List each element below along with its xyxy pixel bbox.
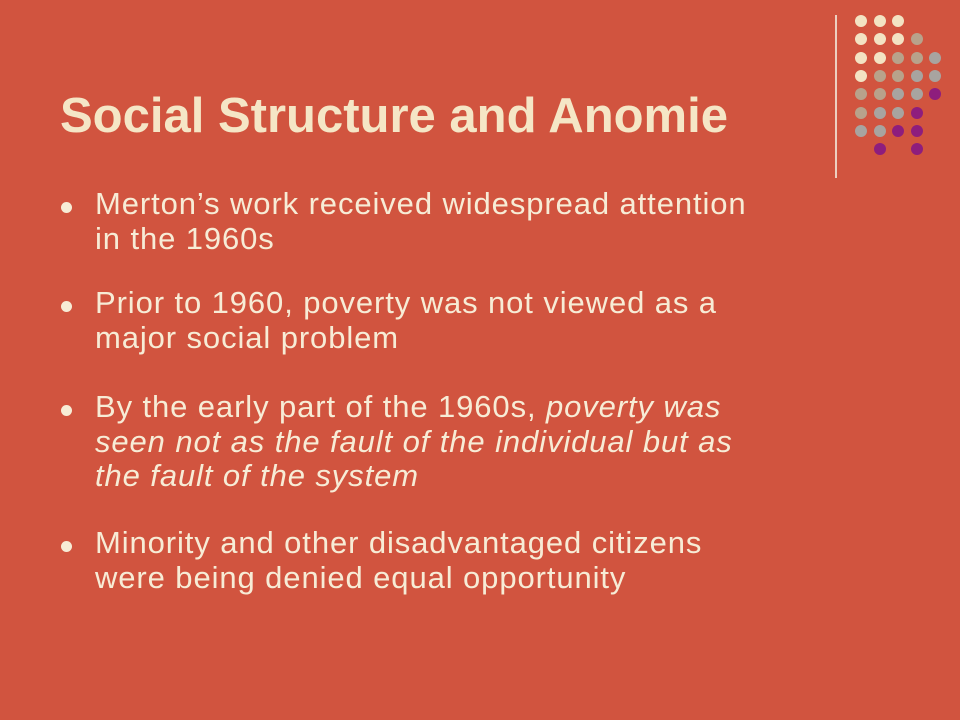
- decor-dot: [874, 52, 886, 64]
- bullet-line-italic: seen not as the fault of the individual but as: [95, 423, 733, 459]
- decor-dot: [855, 88, 867, 100]
- bullet-item: [0, 187, 820, 256]
- decor-dot: [911, 125, 923, 137]
- decor-dot: [929, 52, 941, 64]
- decor-dot: [892, 107, 904, 119]
- decor-dot: [911, 52, 923, 64]
- bullet-icon: [61, 405, 72, 416]
- decor-dot: [874, 15, 886, 27]
- decor-dot: [892, 33, 904, 45]
- decor-dot: [874, 88, 886, 100]
- bullet-text: [95, 286, 717, 355]
- decor-dot: [874, 33, 886, 45]
- decor-dot: [874, 70, 886, 82]
- bullet-text: [95, 390, 733, 494]
- decor-dot: [892, 70, 904, 82]
- decor-dot: [892, 15, 904, 27]
- decor-dot: [855, 125, 867, 137]
- decor-dot: [855, 15, 867, 27]
- decor-dot: [855, 107, 867, 119]
- bullet-line: [95, 390, 733, 425]
- decor-dot: [874, 143, 886, 155]
- decor-dot: [911, 107, 923, 119]
- bullet-icon: [61, 301, 72, 312]
- decor-dot: [911, 33, 923, 45]
- decor-dot: [855, 33, 867, 45]
- bullet-icon: [61, 541, 72, 552]
- bullet-line: major social problem: [95, 319, 399, 355]
- decor-dot: [911, 143, 923, 155]
- decor-dot: [929, 70, 941, 82]
- decor-dot: [911, 70, 923, 82]
- decor-dot: [929, 88, 941, 100]
- bullet-line: were being denied equal opportunity: [95, 559, 627, 595]
- bullet-item: [0, 390, 820, 494]
- decor-dot: [874, 107, 886, 119]
- bullet-line-italic: the fault of the system: [95, 458, 419, 493]
- decor-dot: [892, 125, 904, 137]
- bullet-line-italic: poverty was: [546, 389, 722, 424]
- decor-dot: [892, 52, 904, 64]
- bullet-line: Merton’s work received widespread attention: [95, 186, 747, 221]
- decor-dot: [911, 88, 923, 100]
- bullet-item: [0, 526, 820, 595]
- decor-dot: [874, 125, 886, 137]
- bullet-text: [95, 187, 747, 256]
- bullet-item: [0, 286, 820, 355]
- bullet-line-plain: By the early part of the 1960s,: [95, 389, 546, 424]
- bullet-icon: [61, 202, 72, 213]
- bullet-text: [95, 526, 702, 595]
- bullet-line: Prior to 1960, poverty was not viewed as a: [95, 285, 717, 320]
- slide-title: Social Structure and Anomie: [60, 89, 728, 143]
- vertical-divider: [835, 15, 837, 178]
- bullet-line: Minority and other disadvantaged citizens: [95, 525, 703, 560]
- decor-dot: [855, 70, 867, 82]
- bullet-line: in the 1960s: [95, 220, 275, 256]
- decor-dot: [855, 52, 867, 64]
- decor-dot: [892, 88, 904, 100]
